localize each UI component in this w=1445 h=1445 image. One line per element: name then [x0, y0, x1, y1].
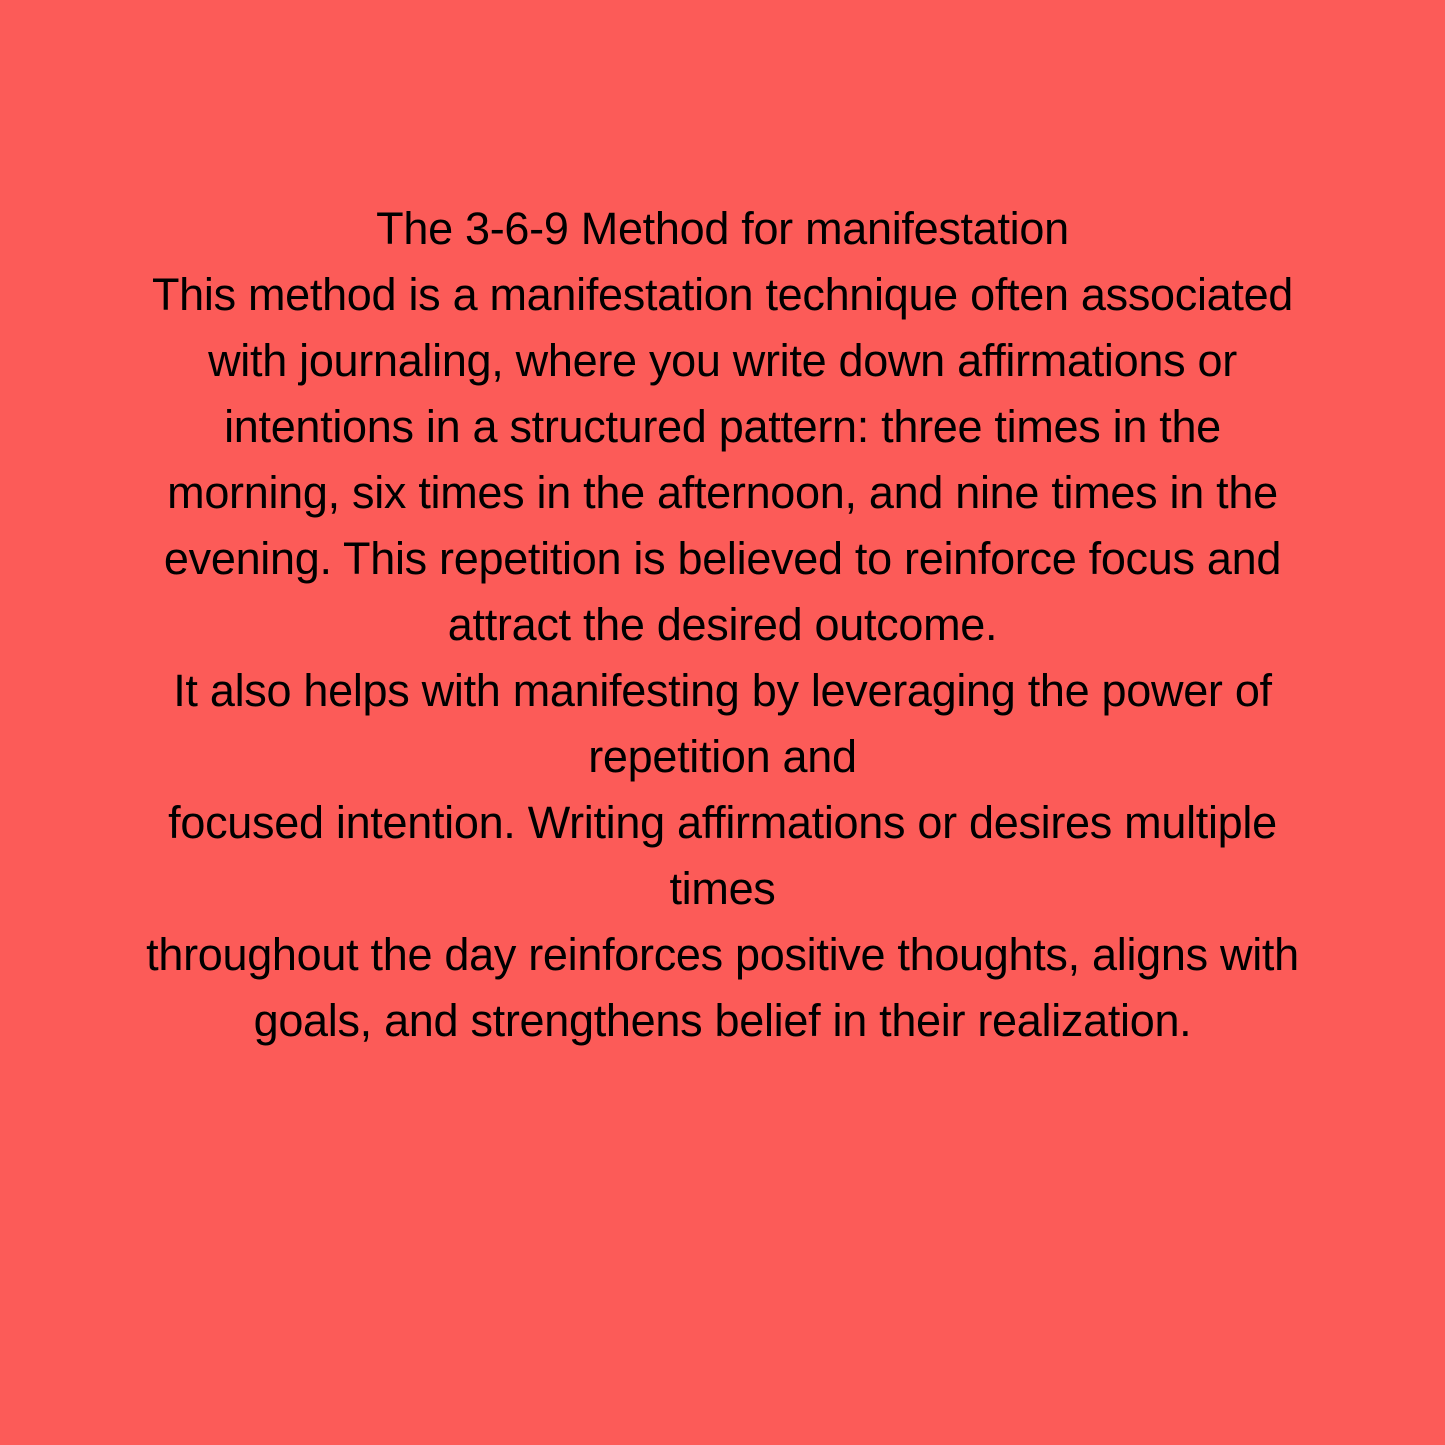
text-line: It also helps with manifesting by leveraging the power of [173, 665, 1272, 716]
text-line: with journaling, where you write down affirmations or [208, 335, 1237, 386]
text-line: attract the desired outcome. [447, 599, 998, 650]
text-line: This method is a manifestation technique often associated [151, 269, 1294, 320]
text-line: evening. This repetition is believed to reinforce focus and [163, 533, 1282, 584]
title-line: The 3-6-9 Method for manifestation [376, 203, 1069, 254]
manifestation-text-block [0, 196, 1445, 1054]
text-line: repetition and [588, 731, 857, 782]
text-line: goals, and strengthens belief in their realization. [253, 995, 1192, 1046]
text-line: throughout the day reinforces positive thoughts, aligns with [146, 929, 1299, 980]
text-line: morning, six times in the afternoon, and nine times in the [167, 467, 1278, 518]
text-line: focused intention. Writing affirmations or desires multiple [168, 797, 1277, 848]
text-line: intentions in a structured pattern: three times in the [224, 401, 1221, 452]
text-line: times [669, 863, 776, 914]
